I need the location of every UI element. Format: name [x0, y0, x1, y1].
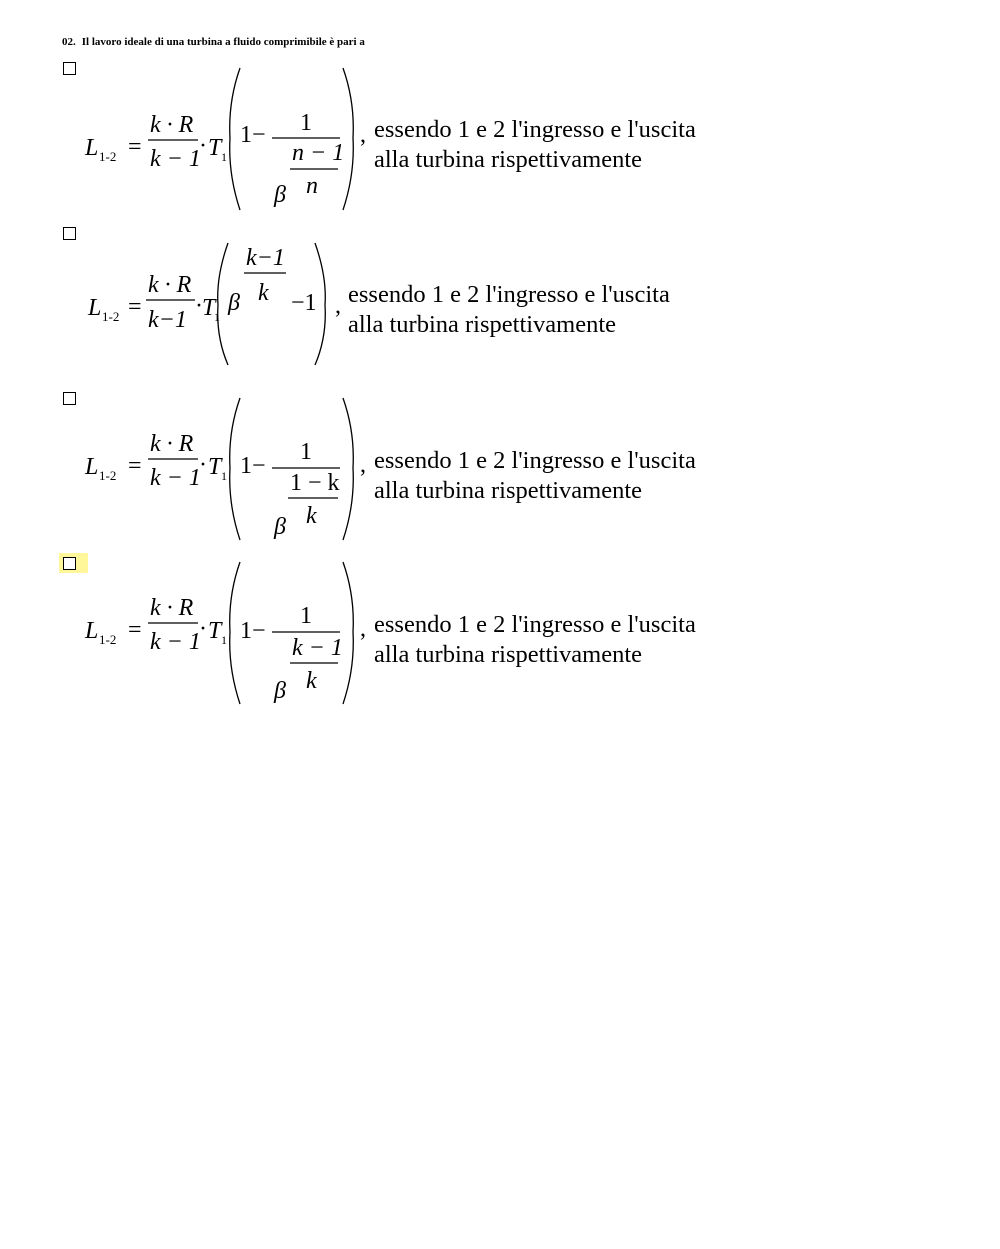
equals-sign: = [128, 134, 142, 160]
caption-line-1: essendo 1 e 2 l'ingresso e l'uscita [374, 611, 696, 638]
left-paren [230, 398, 240, 540]
fraction-numerator: k · R [150, 431, 194, 457]
lhs-L: L [85, 454, 99, 480]
caption-line-2: alla turbina rispettivamente [374, 477, 643, 504]
exponent-denominator: k [306, 503, 317, 529]
caption-line-1: essendo 1 e 2 l'ingresso e l'uscita [374, 447, 696, 474]
equals-sign: = [128, 294, 142, 320]
exponent-numerator: k − 1 [292, 635, 343, 661]
right-paren [343, 398, 353, 540]
caption-line-1: essendo 1 e 2 l'ingresso e l'uscita [348, 281, 670, 308]
left-paren [218, 243, 228, 365]
lhs-subscript: 1-2 [99, 632, 117, 647]
left-paren [230, 562, 240, 704]
caption-line-1: essendo 1 e 2 l'ingresso e l'uscita [374, 116, 696, 143]
right-paren [343, 68, 353, 210]
option-3-caption [374, 446, 696, 506]
inner-numerator: 1 [300, 439, 312, 465]
exponent-numerator: k−1 [246, 245, 285, 271]
fraction-denominator: k−1 [148, 307, 187, 333]
temperature-subscript: 1 [221, 150, 227, 164]
fraction-numerator: k · R [150, 112, 194, 138]
equals-sign: = [128, 453, 142, 479]
exponent-denominator: k [258, 280, 269, 306]
exponent-denominator: k [306, 668, 317, 694]
option-4-caption [374, 610, 696, 670]
one: 1 [240, 453, 252, 479]
fraction-numerator: k · R [150, 595, 194, 621]
temperature-T: T [208, 618, 222, 644]
fraction-numerator: k · R [148, 272, 192, 298]
temperature-subscript: 1 [221, 633, 227, 647]
fraction-denominator: k − 1 [150, 146, 201, 172]
caption-line-2: alla turbina rispettivamente [374, 641, 643, 668]
option-2-formula[interactable] [0, 227, 1000, 387]
option-3-formula[interactable] [0, 394, 1000, 554]
equals-sign: = [128, 617, 142, 643]
question-number: 02. [62, 36, 76, 48]
lhs-subscript: 1-2 [102, 309, 120, 324]
option-1-caption [374, 115, 696, 175]
inner-numerator: 1 [300, 603, 312, 629]
temperature-subscript: 1 [221, 469, 227, 483]
minus-one: −1 [291, 290, 317, 316]
option-1-formula[interactable] [0, 62, 1000, 222]
minus-sign: − [252, 453, 266, 479]
minus-sign: − [252, 618, 266, 644]
lhs-L: L [85, 618, 99, 644]
multiply-dot: · [195, 293, 203, 319]
fraction-denominator: k − 1 [150, 629, 201, 655]
option-2-caption [348, 280, 670, 340]
beta: β [274, 182, 286, 208]
beta: β [274, 678, 286, 704]
exponent-numerator: n − 1 [292, 140, 345, 166]
right-paren [343, 562, 353, 704]
temperature-T: T [208, 454, 222, 480]
exponent-denominator: n [306, 173, 318, 199]
option-4-formula[interactable] [0, 558, 1000, 718]
lhs-subscript: 1-2 [99, 149, 117, 164]
left-paren [230, 68, 240, 210]
comma: , [335, 293, 341, 319]
multiply-dot: · [199, 452, 207, 478]
inner-numerator: 1 [300, 110, 312, 136]
temperature-subscript: 1 [214, 310, 220, 324]
beta: β [228, 290, 240, 316]
comma: , [360, 616, 366, 642]
multiply-dot: · [199, 133, 207, 159]
minus-sign: − [252, 122, 266, 148]
lhs-L: L [88, 295, 102, 321]
temperature-T: T [208, 135, 222, 161]
beta: β [274, 514, 286, 540]
lhs-L: L [85, 135, 99, 161]
question-text [62, 36, 365, 48]
temperature-T: T [202, 295, 216, 321]
one: 1 [240, 618, 252, 644]
caption-line-2: alla turbina rispettivamente [374, 146, 643, 173]
one: 1 [240, 122, 252, 148]
caption-line-2: alla turbina rispettivamente [348, 311, 617, 338]
question-prompt: Il lavoro ideale di una turbina a fluido comprimibile è pari a [81, 36, 365, 48]
fraction-denominator: k − 1 [150, 465, 201, 491]
exponent-numerator: 1 − k [290, 470, 340, 496]
comma: , [360, 122, 366, 148]
multiply-dot: · [199, 616, 207, 642]
comma: , [360, 452, 366, 478]
lhs-subscript: 1-2 [99, 468, 117, 483]
